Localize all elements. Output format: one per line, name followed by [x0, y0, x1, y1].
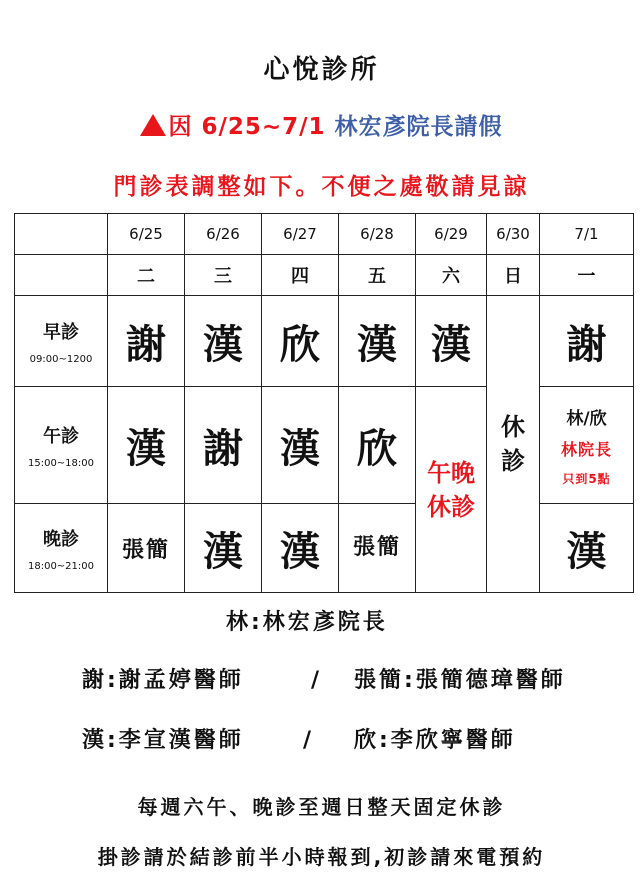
- weekday-header: 五: [339, 255, 416, 296]
- schedule-cell: 漢: [339, 296, 416, 387]
- legend-separator: /: [311, 668, 323, 693]
- date-header: 6/26: [185, 214, 262, 255]
- date-header: 6/30: [487, 214, 540, 255]
- slot-name: 早診: [43, 321, 79, 343]
- afternoon-row: [15, 387, 634, 504]
- date-header: 6/28: [339, 214, 416, 255]
- schedule-cell: 漢: [540, 504, 634, 593]
- schedule-cell: 漢: [108, 387, 185, 504]
- monday-afternoon-note: 林院長: [560, 439, 612, 459]
- legend-xie: 謝:謝孟婷醫師: [82, 668, 244, 693]
- footer-closed-note: 每週六午、晚診至週日整天固定休診: [137, 795, 506, 819]
- date-header: 6/29: [416, 214, 487, 255]
- leave-notice: [0, 110, 643, 144]
- schedule-cell: 漢: [262, 504, 339, 593]
- evening-row: [15, 504, 634, 593]
- weekday-header: 六: [416, 255, 487, 296]
- date-header: 6/25: [108, 214, 185, 255]
- weekday-header: 日: [487, 255, 540, 296]
- sunday-closed-cell: [487, 296, 540, 593]
- schedule-cell: 謝: [540, 296, 634, 387]
- monday-afternoon-until: 只到5點: [562, 471, 611, 486]
- schedule-table: [14, 213, 634, 593]
- slot-name: 晚診: [43, 528, 79, 550]
- date-header: 7/1: [540, 214, 634, 255]
- legend-zhangjian: 張簡:張簡德璋醫師: [354, 668, 566, 693]
- weekday-header: 二: [108, 255, 185, 296]
- slot-label-evening: [15, 504, 108, 593]
- weekday-header: 三: [185, 255, 262, 296]
- warning-triangle-icon: [140, 114, 166, 136]
- schedule-cell: 謝: [185, 387, 262, 504]
- footer-registration-note: 掛診請於結診前半小時報到,初診請來電預約: [97, 845, 546, 869]
- morning-row: [15, 296, 634, 387]
- slot-label-afternoon: [15, 387, 108, 504]
- schedule-cell: 漢: [416, 296, 487, 387]
- schedule-cell: 漢: [262, 387, 339, 504]
- schedule-cell: 張簡: [108, 504, 185, 593]
- weekday-header: 四: [262, 255, 339, 296]
- monday-afternoon-doctors: 林/欣: [566, 408, 607, 429]
- saturday-closed-text: 午晚休診: [427, 458, 475, 521]
- slot-time: 18:00~21:00: [27, 560, 94, 572]
- schedule-cell: 謝: [108, 296, 185, 387]
- legend-han: 漢:李宣漢醫師: [82, 728, 244, 753]
- legend-xin: 欣:李欣寧醫師: [354, 728, 516, 753]
- date-header: 6/27: [262, 214, 339, 255]
- slot-time: 15:00~18:00: [27, 457, 94, 469]
- date-row: [15, 214, 634, 255]
- schedule-cell: 漢: [185, 296, 262, 387]
- adjustment-notice: 門診表調整如下。不便之處敬請見諒: [113, 174, 530, 200]
- schedule-cell: 欣: [262, 296, 339, 387]
- legend-separator: /: [303, 728, 315, 753]
- slot-name: 午診: [43, 425, 79, 447]
- corner-cell: [15, 214, 108, 255]
- slot-time: 09:00~1200: [29, 353, 93, 365]
- sunday-closed-text: 休診: [501, 413, 525, 475]
- slot-label-morning: [15, 296, 108, 387]
- corner-cell: [15, 255, 108, 296]
- weekday-header: 一: [540, 255, 634, 296]
- weekday-row: [15, 255, 634, 296]
- schedule-cell: 漢: [185, 504, 262, 593]
- schedule-cell: 欣: [339, 387, 416, 504]
- clinic-title: 心悅診所: [263, 55, 380, 85]
- legend-lin: 林:林宏彥院長: [226, 610, 388, 635]
- leave-doctor: 林宏彥院長請假: [334, 114, 503, 140]
- schedule-cell: 張簡: [339, 504, 416, 593]
- leave-dates: 因 6/25~7/1: [168, 114, 335, 140]
- saturday-closed-cell: [416, 387, 487, 593]
- monday-afternoon-cell: [540, 387, 634, 504]
